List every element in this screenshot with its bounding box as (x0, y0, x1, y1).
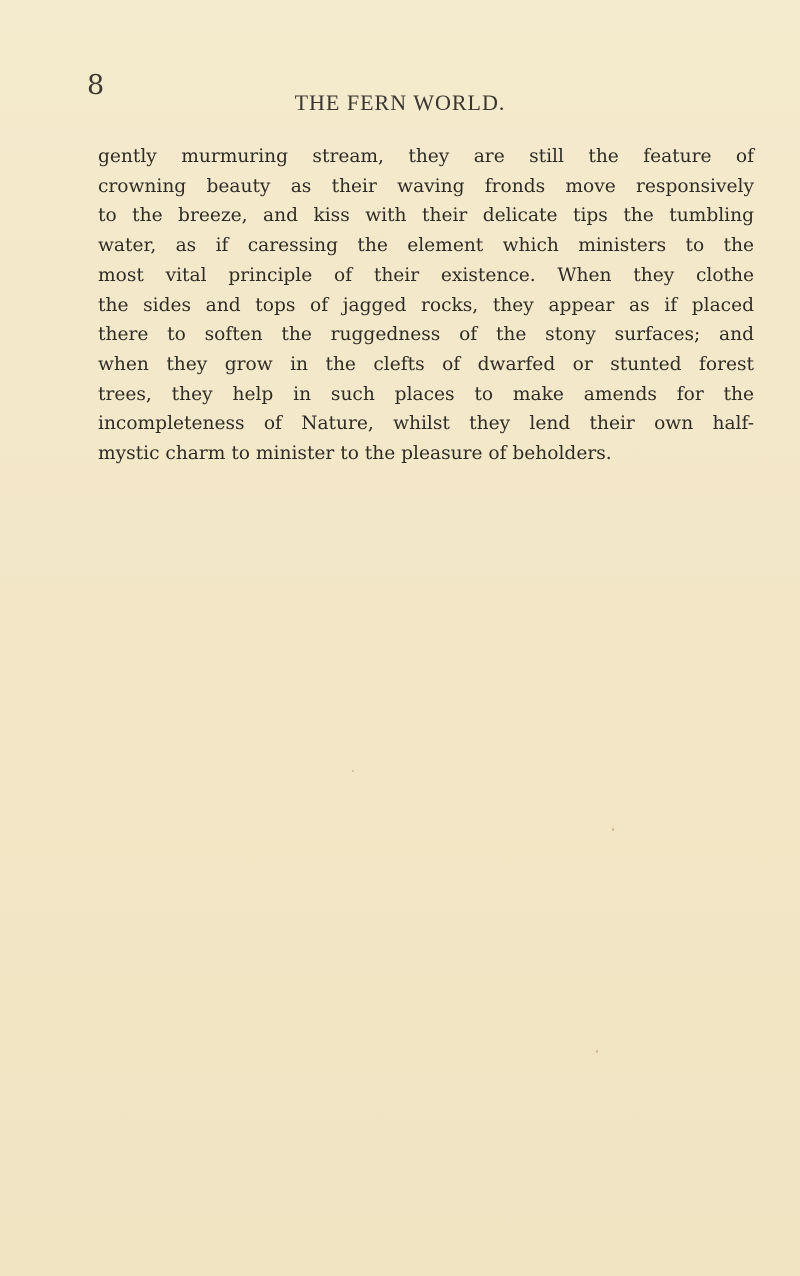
text-line: when they grow in the clefts of dwarfed or stunted forest (98, 353, 754, 375)
running-title: THE FERN WORLD. (294, 90, 506, 115)
page-number: 8 (87, 70, 105, 101)
text-line: incompleteness of Nature, whilst they lend their own half- (98, 413, 754, 435)
text-line: there to soften the ruggedness of the stony surfaces; and (98, 324, 754, 346)
paper-speck (612, 828, 614, 831)
paper-speck (352, 770, 354, 772)
text-line: mystic charm to minister to the pleasure of beholders. (98, 443, 612, 465)
text-line: water, as if caressing the element which ministers to the (98, 235, 754, 257)
text-line: trees, they help in such places to make amends for the (98, 383, 754, 405)
paper-speck (596, 1050, 598, 1053)
body-paragraph (98, 142, 754, 469)
text-line: to the breeze, and kiss with their delicate tips the tumbling (98, 205, 754, 227)
text-line: the sides and tops of jagged rocks, they appear as if placed (98, 294, 754, 316)
text-line: crowning beauty as their waving fronds move responsively (98, 175, 754, 197)
text-line: gently murmuring stream, they are still the feature of (98, 146, 754, 167)
text-line: most vital principle of their existence. When they clothe (98, 264, 754, 286)
